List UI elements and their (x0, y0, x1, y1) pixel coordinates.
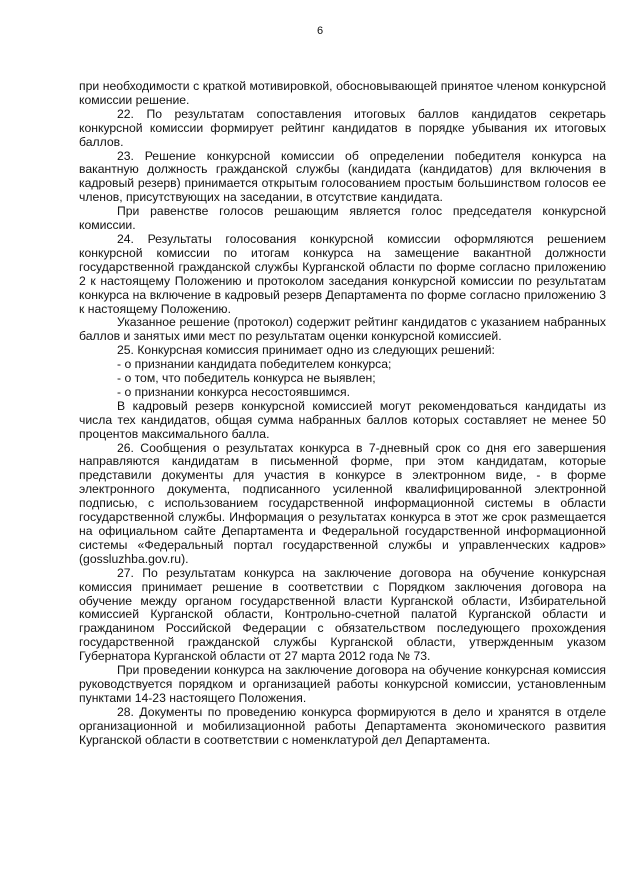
paragraph: 28. Документы по проведению конкурса формируются в дело и хранятся в отделе организационной и мобилизационной работы Департамента экономического развития Курганской области в соответствии с номенклатурой дел Департамента. (79, 704, 606, 747)
list-item: - о том, что победитель конкурса не выявлен; (117, 371, 376, 386)
page-number: 6 (316, 25, 324, 37)
list-item: - о признании конкурса несостоявшимся. (117, 384, 351, 399)
paragraph: 27. По результатам конкурса на заключение договора на обучение конкурсная комиссия принимает решение в соответствии с Порядком заключения договора на обучение между органом государственной власти Курганской области, Избирательной комиссией Курганской области, Контрольно-счетной палатой Курганской области и гражданином Российской Федерации с обязательством последующего прохождения государственной гражданской службы Курганской области, утвержденным указом Губернатора Курганской области от 27 марта 2012 года № 73. (79, 565, 606, 664)
paragraph: 24. Результаты голосования конкурсной комиссии оформляются решением конкурсной комиссии по итогам конкурса на замещение вакантной должности государственной гражданской службы Курганской области по форме согласно приложению 2 к настоящему Положению и протоколом заседания конкурсной комиссии по результатам конкурса на включение в кадровый резерв Департамента по форме согласно приложению 3 к настоящему Положению. (79, 231, 606, 316)
paragraph: В кадровый резерв конкурсной комиссией могут рекомендоваться кандидаты из числа тех кандидатов, общая сумма набранных баллов которых составляет не менее 50 процентов максимального балла. (79, 398, 606, 441)
paragraph: 26. Сообщения о результатах конкурса в 7-дневный срок со дня его завершения направляются кандидатам в письменной форме, при этом кандидатам, которые представили документы для участия в конкурсе в электронном виде, - в форме электронного документа, подписанного усиленной квалифицированной электронной подписью, с использованием государственной информационной системы в области государственной службы. Информация о результатах конкурса в этот же срок размещается на официальном сайте Департамента и Федеральной государственной информационной системы «Федеральный портал государственной службы и управленческих кадров» (gossluzhba.gov.ru). (79, 440, 606, 566)
paragraph: 22. По результатам сопоставления итоговых баллов кандидатов секретарь конкурсной комиссии формирует рейтинг кандидатов в порядке убывания их итоговых баллов. (79, 106, 606, 149)
paragraph: при необходимости с краткой мотивировкой, обосновывающей принятое членом конкурсной комиссии решение. (79, 79, 606, 107)
document-body (79, 80, 606, 748)
paragraph: 25. Конкурсная комиссия принимает одно из следующих решений: (117, 343, 495, 358)
list-item: - о признании кандидата победителем конкурса; (117, 357, 392, 372)
paragraph: 23. Решение конкурсной комиссии об определении победителя конкурса на вакантную должность гражданской службы (кандидата (кандидатов) для включения в кадровый резерв) принимается открытым голосованием простым большинством голосов ее членов, присутствующих на заседании, в отсутствие кандидата. (79, 148, 606, 205)
paragraph: При проведении конкурса на заключение договора на обучение конкурсная комиссия руководствуется порядком и организацией работы конкурсной комиссии, установленным пунктами 14-23 настоящего Положения. (79, 663, 606, 705)
paragraph: При равенстве голосов решающим является голос председателя конкурсной комиссии. (79, 204, 606, 233)
paragraph: Указанное решение (протокол) содержит рейтинг кандидатов с указанием набранных баллов и занятых ими мест по результатам оценки конкурсной комиссией. (79, 315, 606, 344)
